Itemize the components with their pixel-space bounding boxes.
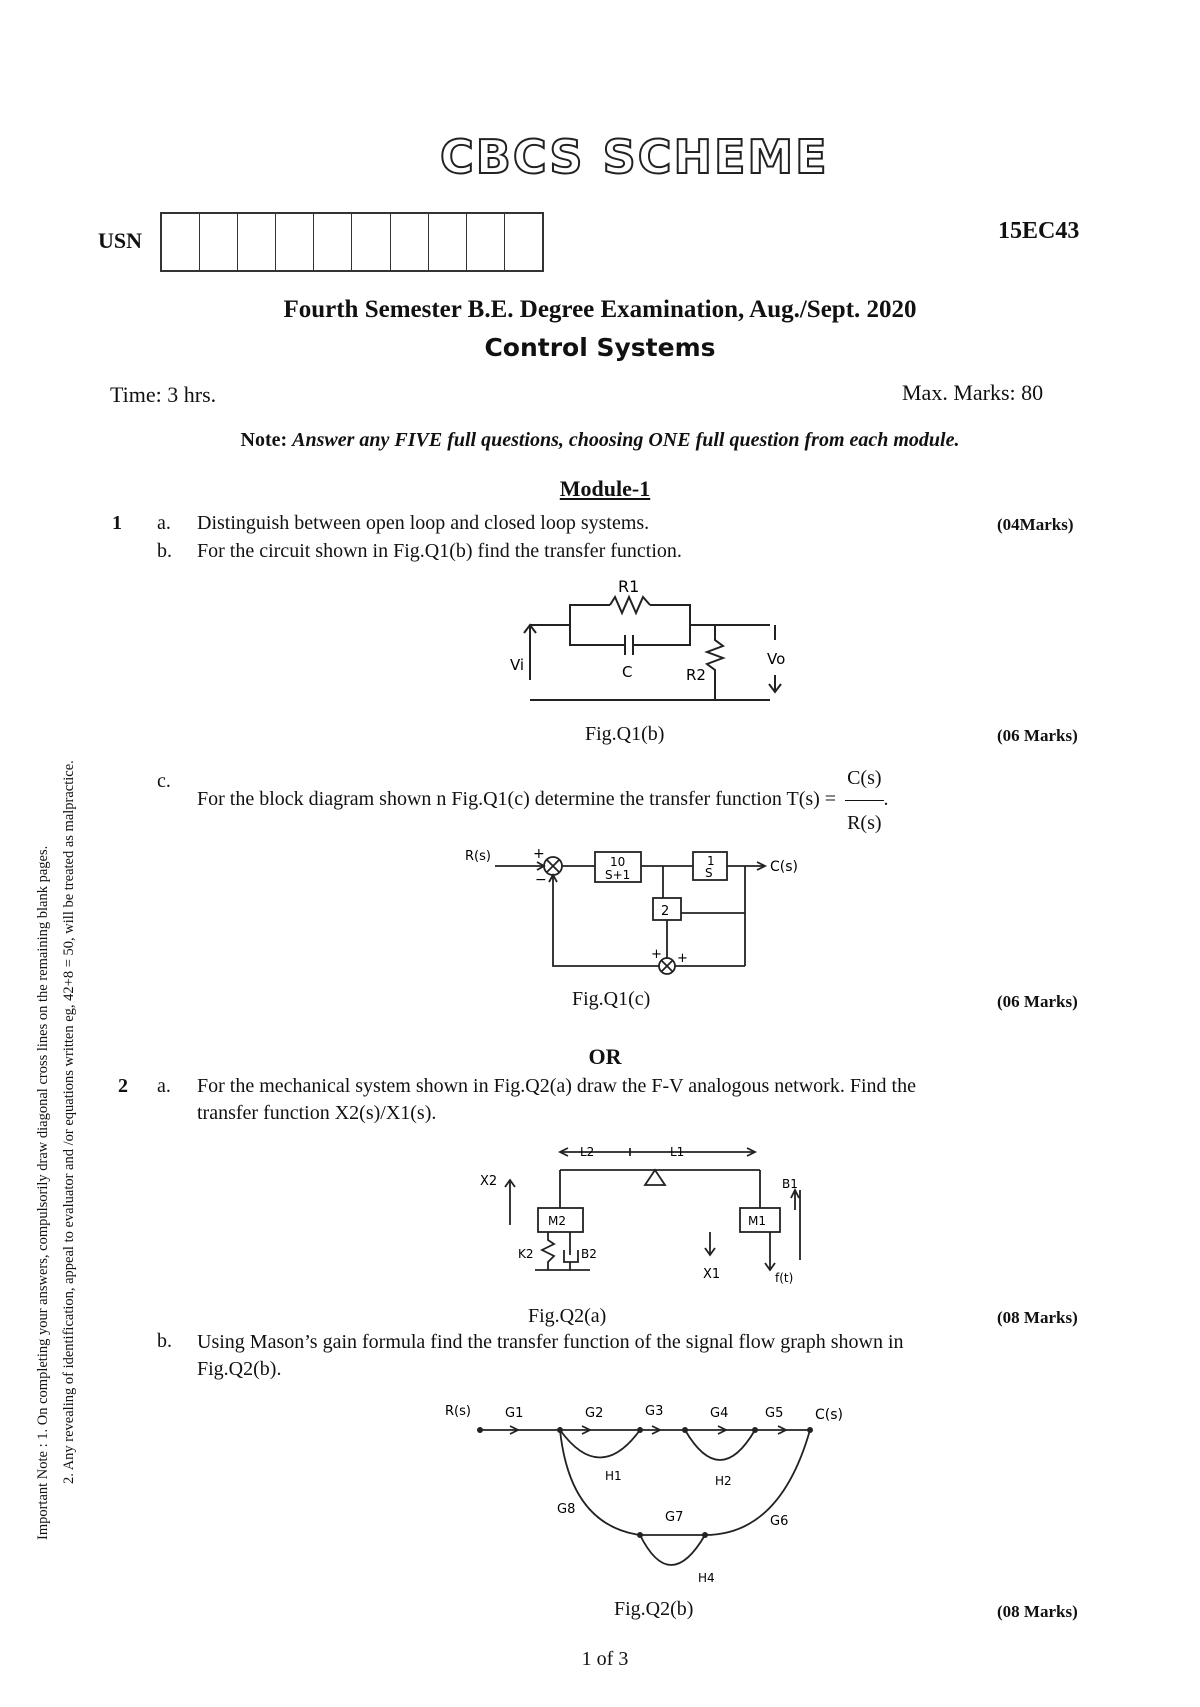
usn-cell: [200, 214, 238, 270]
sfg-g5: G5: [765, 1406, 784, 1421]
block-output-label: C(s): [770, 859, 798, 875]
signal-flow-graph-q2b: [440, 1395, 860, 1595]
q2b-marks: (08 Marks): [997, 1602, 1078, 1621]
q1a-text: Distinguish between open loop and closed loop systems.: [197, 512, 650, 534]
label-b2: B2: [581, 1247, 597, 1261]
usn-cell: [391, 214, 429, 270]
usn-label: USN: [98, 228, 143, 253]
transfer-function-fraction: [845, 756, 883, 845]
sfg-g2: G2: [585, 1406, 604, 1421]
sfg-h4: H4: [698, 1571, 715, 1585]
q2b-label: b.: [157, 1330, 172, 1352]
scheme-banner: CBCS SCHEME: [440, 130, 829, 184]
usn-cell: [429, 214, 467, 270]
q1c-text: For the block diagram shown n Fig.Q1(c) determine the transfer function T(s) =: [197, 788, 837, 811]
block-g2-num: 1: [707, 854, 715, 868]
question-number-1: 1: [112, 512, 122, 534]
label-x1: X1: [703, 1267, 721, 1282]
sfg-h1: H1: [605, 1469, 622, 1483]
question-number-2: 2: [118, 1075, 128, 1097]
time-allowed: Time: 3 hrs.: [110, 382, 217, 407]
sfg-g4: G4: [710, 1406, 729, 1421]
page-number: 1 of 3: [581, 1648, 629, 1670]
q1a-marks: (04Marks): [997, 515, 1074, 534]
q2b-text-2: Fig.Q2(b).: [197, 1358, 282, 1380]
label-m1: M1: [748, 1214, 766, 1228]
q1b-label: b.: [157, 540, 172, 562]
label-m2: M2: [548, 1214, 566, 1228]
note-text: Answer any FIVE full questions, choosing ONE full question from each module.: [292, 429, 960, 451]
sign-plus-1: +: [533, 846, 545, 862]
sfg-output-label: C(s): [815, 1407, 843, 1423]
label-r2: R2: [686, 666, 706, 684]
usn-cell: [467, 214, 505, 270]
q2b-text-1: Using Mason’s gain formula find the transfer function of the signal flow graph shown in: [197, 1331, 904, 1353]
block-diagram-q1c: [465, 838, 845, 978]
sfg-g8: G8: [557, 1502, 576, 1517]
exam-title: Fourth Semester B.E. Degree Examination, Aug./Sept. 2020: [283, 296, 917, 323]
q1b-text: For the circuit shown in Fig.Q1(b) find the transfer function.: [197, 540, 682, 562]
block-input-label: R(s): [465, 849, 491, 864]
usn-cell: [162, 214, 200, 270]
fraction-numerator: C(s): [845, 756, 883, 801]
circuit-diagram-q1b: [500, 580, 800, 715]
label-x2: X2: [480, 1174, 498, 1189]
label-c: C: [622, 663, 633, 681]
sign-plus-2: +: [651, 947, 662, 962]
sign-minus-1: −: [535, 872, 547, 888]
sfg-g7: G7: [665, 1510, 684, 1525]
q2a-text-2: transfer function X2(s)/X1(s).: [197, 1102, 437, 1124]
label-vo: Vo: [767, 650, 786, 668]
module-heading: Module-1: [559, 476, 651, 501]
block-g1-num: 10: [610, 855, 626, 869]
label-l1: L1: [670, 1145, 685, 1159]
or-divider: OR: [588, 1044, 622, 1069]
label-r1: R1: [618, 580, 640, 596]
block-g3: 2: [661, 904, 670, 919]
fig-q1c-caption: Fig.Q1(c): [572, 988, 651, 1010]
q1c-marks: (06 Marks): [997, 992, 1078, 1011]
usn-cell: [276, 214, 314, 270]
block-g2-den: S: [705, 866, 713, 880]
fraction-denominator: R(s): [847, 812, 882, 834]
subject-title: Control Systems: [484, 333, 716, 362]
course-code: 15EC43: [998, 218, 1080, 244]
q1c-label: c.: [157, 770, 171, 792]
q1a-label: a.: [157, 512, 171, 534]
label-l2: L2: [580, 1145, 595, 1159]
note-label: Note:: [240, 429, 288, 451]
q2a-text-1: For the mechanical system shown in Fig.Q2(a) draw the F-V analogous network. Find the: [197, 1075, 916, 1097]
sfg-g3: G3: [645, 1404, 664, 1419]
side-note-line-1: Important Note : 1. On completing your answers, compulsorily draw diagonal cross lines on the remaining blank pages.: [35, 845, 51, 1540]
q1c-question: For the block diagram shown n Fig.Q1(c) determine the transfer function T(s) = $\frac{C(s)}{R(s)}$ .: [197, 756, 889, 845]
sign-plus-3: +: [677, 951, 688, 966]
fig-q2b-caption: Fig.Q2(b): [614, 1598, 694, 1620]
usn-cell: [352, 214, 390, 270]
label-k2: K2: [518, 1247, 534, 1261]
q1b-marks: (06 Marks): [997, 726, 1078, 745]
max-marks: Max. Marks: 80: [902, 380, 1044, 405]
q2a-marks: (08 Marks): [997, 1308, 1078, 1327]
usn-cell: [505, 214, 542, 270]
sfg-g6: G6: [770, 1514, 789, 1529]
fig-q2a-caption: Fig.Q2(a): [528, 1305, 607, 1327]
label-vi: Vi: [510, 656, 525, 674]
label-b1: B1: [782, 1177, 798, 1191]
block-g1-den: S+1: [605, 868, 631, 882]
mechanical-system-q2a: [470, 1140, 830, 1290]
usn-boxes: [160, 212, 544, 272]
side-note-line-2: 2. Any revealing of identification, appeal to evaluator and /or equations written eg, 42+8 = 50, will be treated as malpractice.: [61, 760, 77, 1484]
sfg-h2: H2: [715, 1474, 732, 1488]
sfg-input-label: R(s): [445, 1404, 471, 1419]
q2a-label: a.: [157, 1075, 171, 1097]
side-important-note: [30, 460, 82, 1540]
instructions-note: [0, 429, 1200, 452]
fig-q1b-caption: Fig.Q1(b): [585, 723, 665, 745]
sfg-g1: G1: [505, 1406, 524, 1421]
label-force: f(t): [775, 1271, 794, 1285]
usn-cell: [314, 214, 352, 270]
usn-cell: [238, 214, 276, 270]
